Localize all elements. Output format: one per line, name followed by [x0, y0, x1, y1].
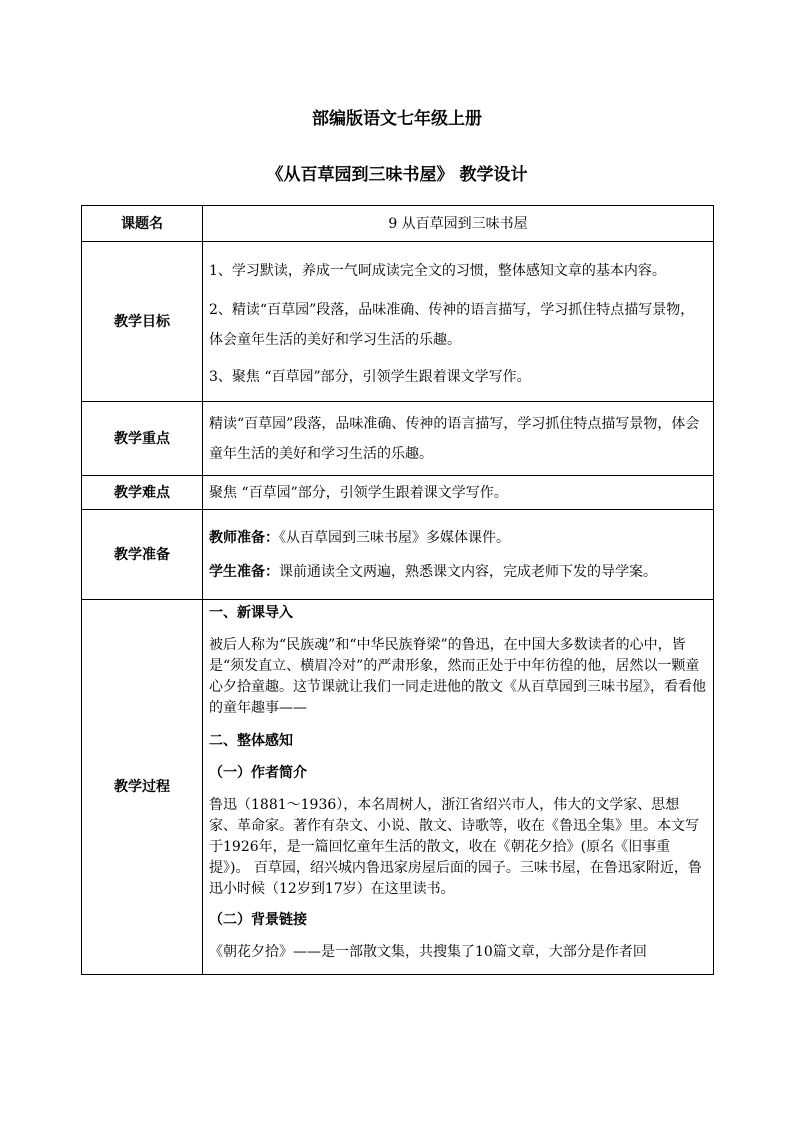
topic-value: 9 从百草园到三味书屋	[203, 206, 714, 242]
teacher-prep	[209, 528, 707, 548]
difficulties-content: 聚焦 “百草园”部分，引领学生跟着课文学写作。	[203, 476, 714, 510]
process-sub1-text: 鲁迅（1881～1936），本名周树人，浙江省绍兴市人，伟大的文学家、思想家、革命家。著作有杂文、小说、散文、诗歌等，收在《鲁迅全集》里。本文写于1926年，是一篇回忆童年生活的散文，收在《朝花夕拾》(原名《旧事重提》)。 百草园，绍兴城内鲁迅家房屋后面的园子。三味书屋，在鲁迅家附近，鲁迅小时候（12岁到17岁）在这里读书。	[209, 797, 702, 897]
goal-item-2: 2、精读“百草园”段落，品味准确、传神的语言描写，学习抓住特点描写景物，体会童年生活的美好和学习生活的乐趣。	[209, 302, 695, 348]
table-row-process	[82, 600, 714, 975]
process-sub2-text: 《朝花夕拾》——是一部散文集，共搜集了10篇文章，大部分是作者回	[209, 944, 647, 960]
table-row-goals	[82, 242, 714, 402]
goals-label: 教学目标	[82, 242, 203, 402]
process-content	[203, 600, 714, 975]
table-row-key-points	[82, 402, 714, 476]
process-sub1-heading: （一）作者简介	[209, 765, 307, 781]
student-prep-value: 课前通读全文两遍，熟悉课文内容，完成老师下发的导学案。	[279, 563, 657, 580]
document-subtitle: 《从百草园到三味书屋》 教学设计	[266, 165, 528, 185]
goal-item-3: 3、聚焦 “百草园”部分，引领学生跟着课文学写作。	[209, 369, 531, 385]
process-sub2-heading: （二）背景链接	[209, 912, 307, 928]
preparation-content	[203, 510, 714, 600]
goal-item-1: 1、学习默读，养成一气呵成读完全文的习惯，整体感知文章的基本内容。	[209, 263, 666, 279]
table-row-preparation	[82, 510, 714, 600]
process-section1-text: 被后人称为“民族魂”和“中华民族脊梁”的鲁迅，在中国大多数读者的心中，皆是“须发直立、横眉冷对”的严肃形象，然而正处于中年彷徨的他，居然以一颗童心夕拾童趣。这节课就让我们一同走进他的散文《从百草园到三味书屋》，看看他的童年趣事——	[209, 637, 706, 716]
key-points-label: 教学重点	[82, 402, 203, 476]
process-section1-heading: 一、新课导入	[209, 605, 293, 621]
key-points-text: 精读“百草园”段落，品味准确、传神的语言描写，学习抓住特点描写景物，体会童年生活的美好和学习生活的乐趣。	[209, 415, 700, 462]
lesson-plan-table	[81, 205, 714, 975]
table-row-difficulties	[82, 476, 714, 510]
student-prep	[209, 562, 707, 582]
teacher-prep-value: 《从百草园到三味书屋》多媒体课件。	[279, 529, 510, 546]
document-title: 部编版语文七年级上册	[312, 109, 482, 129]
preparation-label: 教学准备	[82, 510, 203, 600]
topic-label: 课题名	[82, 206, 203, 242]
difficulties-label: 教学难点	[82, 476, 203, 510]
teacher-prep-label: 教师准备：	[209, 529, 279, 546]
process-section2-heading: 二、整体感知	[209, 733, 293, 749]
goals-content	[203, 242, 714, 402]
student-prep-label: 学生准备：	[209, 563, 279, 580]
key-points-content	[203, 402, 714, 476]
table-row-topic	[82, 206, 714, 242]
process-label: 教学过程	[82, 600, 203, 975]
